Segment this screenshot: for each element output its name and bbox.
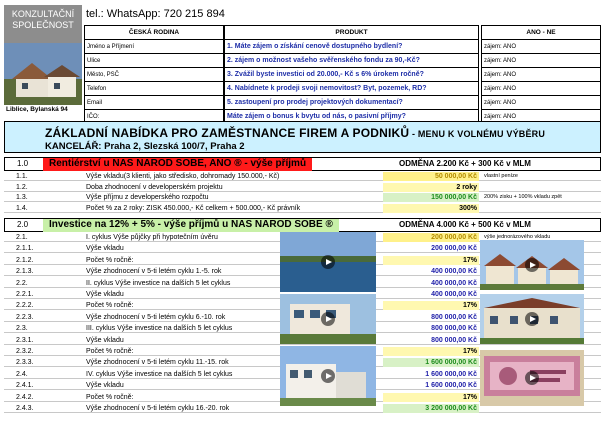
row-value: 17% bbox=[383, 256, 479, 265]
answer-cell[interactable]: zájem: ANO bbox=[482, 54, 601, 68]
row-label: Výše vkladu bbox=[86, 382, 124, 390]
section-1-header bbox=[4, 157, 601, 171]
video-thumbnail-villa[interactable] bbox=[280, 346, 376, 406]
table-row bbox=[225, 54, 479, 68]
row-number: 2.1.3. bbox=[16, 268, 34, 276]
banner-title-text: ZÁKLADNÍ NABÍDKA PRO ZAMĚSTNANCE FIREM A PODNIKŮ bbox=[45, 126, 410, 140]
row-value: 17% bbox=[383, 301, 479, 310]
offer-banner bbox=[4, 121, 601, 153]
play-icon[interactable] bbox=[525, 312, 539, 326]
table-row bbox=[482, 68, 601, 82]
section-title-text: Investice na 12% + 5% - výše příjmů u NAS NAROD SOBE ® bbox=[43, 219, 339, 232]
row-label: Počet % ročně: bbox=[86, 302, 134, 310]
row-number: 2.1.2. bbox=[16, 256, 34, 264]
row-label: IV. cyklus Výše investice na dalších 5 let cyklus bbox=[86, 370, 233, 378]
company-logo bbox=[4, 5, 82, 43]
photo-caption: Liblice, Bylanská 94 bbox=[6, 106, 68, 113]
row-value: 200 000,00 Kč bbox=[383, 233, 479, 242]
row-label: Výše zhodnocení v 5-ti letém cyklu 6.-10. rok bbox=[86, 313, 226, 321]
row-label: Počet % za 2 roky: ZISK 450.000,- Kč celkem + 500.000,- Kč právník bbox=[86, 204, 301, 212]
row-note: 200% zisku + 100% vkladu zpět bbox=[484, 194, 562, 200]
phone-number: tel.: WhatsApp: 720 215 894 bbox=[86, 8, 225, 20]
play-icon[interactable] bbox=[321, 312, 335, 326]
table-row bbox=[482, 82, 601, 96]
row-value: 1 600 000,00 Kč bbox=[425, 382, 477, 390]
table-row bbox=[85, 96, 224, 110]
row-label: Výše zhodnocení v 5-ti letém cyklu 1.-5. rok bbox=[86, 268, 222, 276]
table-row bbox=[85, 68, 224, 82]
row-number: 2.2. bbox=[16, 279, 28, 287]
family-table bbox=[84, 25, 224, 124]
section-title-text: Rentiérství u NAS NAROD SOBE, ANO ® - výše příjmů bbox=[43, 158, 312, 171]
row-label: Výše zhodnocení v 5-ti letém cyklu 16.-20. rok bbox=[86, 405, 230, 412]
row-value: 3 200 000,00 Kč bbox=[383, 404, 479, 413]
row-note: výše jednorázového vkladu bbox=[484, 234, 551, 240]
family-field-label[interactable]: Telefon bbox=[85, 82, 224, 96]
table-row bbox=[225, 40, 479, 54]
answer-cell[interactable]: zájem: ANO bbox=[482, 68, 601, 82]
row-value: 400 000,00 Kč bbox=[431, 279, 477, 287]
table-row bbox=[85, 40, 224, 54]
row-value: 400 000,00 Kč bbox=[431, 291, 477, 298]
row-label: Výše vkladu bbox=[86, 336, 124, 344]
row-number: 1.1. bbox=[16, 173, 28, 180]
video-thumbnail-rowhouses[interactable] bbox=[480, 294, 584, 344]
row-number: 2.2.3. bbox=[16, 313, 34, 321]
row-value: 17% bbox=[383, 347, 479, 356]
row-label: Výše příjmu z developerského rozpočtu bbox=[86, 194, 209, 201]
family-field-label[interactable]: Město, PSČ bbox=[85, 68, 224, 82]
video-thumbnail-apartment[interactable] bbox=[280, 294, 376, 344]
section-reward: ODMĚNA 4.000 Kč + 500 Kč v MLM bbox=[399, 220, 531, 229]
row-value: 150 000,00 Kč bbox=[383, 193, 479, 202]
table-row bbox=[225, 82, 479, 96]
row-value: 200 000,00 Kč bbox=[431, 245, 477, 253]
family-table-header: ČESKÁ RODINA bbox=[85, 26, 224, 40]
row-label: Doba zhodnocení v developerském projektu bbox=[86, 183, 223, 191]
row-value: 800 000,00 Kč bbox=[431, 325, 477, 333]
row-number: 2.4.2. bbox=[16, 393, 34, 401]
row-value: 1 600 000,00 Kč bbox=[425, 370, 477, 378]
row-number: 2.1. bbox=[16, 234, 28, 241]
row-number: 1.4. bbox=[16, 204, 28, 212]
play-icon[interactable] bbox=[525, 258, 539, 272]
row-value: 800 000,00 Kč bbox=[431, 336, 477, 344]
row-number: 2.3.3. bbox=[16, 359, 34, 367]
product-question: 4. Nabídnete k prodeji svoji nemovitost? Byt, pozemek, RD? bbox=[225, 82, 479, 96]
row-value: 400 000,00 Kč bbox=[431, 268, 477, 276]
data-row bbox=[4, 172, 601, 181]
data-row bbox=[4, 193, 601, 202]
section-reward: ODMĚNA 2.200 Kč + 300 Kč v MLM bbox=[399, 159, 531, 168]
row-label: Počet % ročně: bbox=[86, 348, 134, 355]
answer-cell[interactable]: zájem: ANO bbox=[482, 40, 601, 54]
data-row bbox=[4, 183, 601, 192]
row-value: 17% bbox=[383, 393, 479, 402]
row-number: 2.2.2. bbox=[16, 302, 34, 310]
logo-line-1: KONZULTAČNÍ bbox=[11, 9, 75, 19]
row-label: Výše vkladu bbox=[86, 291, 124, 298]
play-icon[interactable] bbox=[321, 369, 335, 383]
product-question: Máte zájem o bonus k bvytu od nás, o pasivní příjmy? bbox=[225, 110, 479, 124]
section-number: 2.0 bbox=[17, 220, 29, 229]
row-value: 50 000,00 Kč bbox=[383, 172, 479, 181]
row-number: 1.2. bbox=[16, 183, 28, 191]
table-row bbox=[482, 96, 601, 110]
product-question: 1. Máte zájem o získání cenově dostupného bydlení? bbox=[225, 40, 479, 54]
row-value: 1 600 000,00 Kč bbox=[383, 358, 479, 367]
answer-cell[interactable]: zájem: ANO bbox=[482, 110, 601, 124]
row-label: I. cyklus Výše půjčky při hypotečním úvěru bbox=[86, 234, 218, 241]
row-note: vlastní peníze bbox=[484, 173, 518, 179]
section-title bbox=[43, 158, 312, 171]
row-label: Výše zhodnocení v 5-ti letém cyklu 11.-15. rok bbox=[86, 359, 229, 367]
row-number: 2.4. bbox=[16, 370, 28, 378]
answer-table-header: ANO - NE bbox=[482, 26, 601, 40]
row-value: 2 roky bbox=[383, 183, 479, 192]
product-question: 3. Zvážil byste investici od 20.000,- Kč s 6% úrokem ročně? bbox=[225, 68, 479, 82]
office-address: KANCELÁŘ: Praha 2, Slezská 100/7, Praha 2 bbox=[45, 141, 245, 152]
product-question: 5. zastoupení pro prodej projektových dokumentací? bbox=[225, 96, 479, 110]
family-field-label[interactable]: IČO: bbox=[85, 110, 224, 124]
data-row bbox=[4, 204, 601, 213]
table-row bbox=[85, 82, 224, 96]
row-label: Počet % ročně: bbox=[86, 256, 134, 264]
table-row bbox=[482, 54, 601, 68]
logo-line-2: SPOLEČNOST bbox=[12, 20, 74, 30]
video-thumbnail-sea[interactable] bbox=[280, 232, 376, 292]
row-number: 2.3.1. bbox=[16, 336, 34, 344]
row-number: 2.4.1. bbox=[16, 382, 34, 390]
row-number: 2.1.1. bbox=[16, 245, 34, 253]
row-value: 800 000,00 Kč bbox=[431, 313, 477, 321]
row-number: 2.4.3. bbox=[16, 405, 34, 412]
play-icon[interactable] bbox=[321, 255, 335, 269]
table-row bbox=[225, 96, 479, 110]
table-row bbox=[225, 68, 479, 82]
answer-cell[interactable]: zájem: ANO bbox=[482, 82, 601, 96]
row-number: 2.3. bbox=[16, 325, 28, 333]
product-table bbox=[224, 25, 479, 124]
row-number: 2.2.1. bbox=[16, 291, 34, 298]
section-2-header bbox=[4, 218, 601, 232]
row-number: 1.3. bbox=[16, 194, 28, 201]
section-number: 1.0 bbox=[17, 159, 29, 168]
answer-cell[interactable]: zájem: ANO bbox=[482, 96, 601, 110]
table-row bbox=[85, 54, 224, 68]
family-field-label[interactable]: Email bbox=[85, 96, 224, 110]
product-table-header: PRODUKT bbox=[225, 26, 479, 40]
answer-table bbox=[481, 25, 601, 124]
banner-subtitle: - MENU K VOLNÉMU VÝBĚRU bbox=[409, 129, 546, 139]
row-label: Výše vkladu(3 klienti, jako středisko, dohromady 150.000,- Kč) bbox=[86, 173, 280, 180]
product-question: 2. zájem o možnost vašeho svěřenského fondu za 90,-Kč? bbox=[225, 54, 479, 68]
row-number: 2.3.2. bbox=[16, 348, 34, 355]
banner-title bbox=[45, 126, 600, 140]
video-thumbnail-houses[interactable] bbox=[480, 240, 584, 290]
family-field-label[interactable]: Ulice bbox=[85, 54, 224, 68]
family-field-label[interactable]: Jméno a Příjmení bbox=[85, 40, 224, 54]
section-title bbox=[43, 219, 339, 232]
house-photo bbox=[4, 43, 82, 105]
row-label: Počet % ročně: bbox=[86, 393, 134, 401]
row-label: II. cyklus Výše investice na dalších 5 let cyklus bbox=[86, 279, 231, 287]
row-label: Výše vkladu bbox=[86, 245, 124, 253]
table-row bbox=[482, 40, 601, 54]
row-label: III. cyklus Výše investice na dalších 5 let cyklus bbox=[86, 325, 233, 333]
row-value: 300% bbox=[383, 204, 479, 213]
video-thumbnail-banknotes[interactable] bbox=[480, 350, 584, 406]
play-icon[interactable] bbox=[525, 371, 539, 385]
